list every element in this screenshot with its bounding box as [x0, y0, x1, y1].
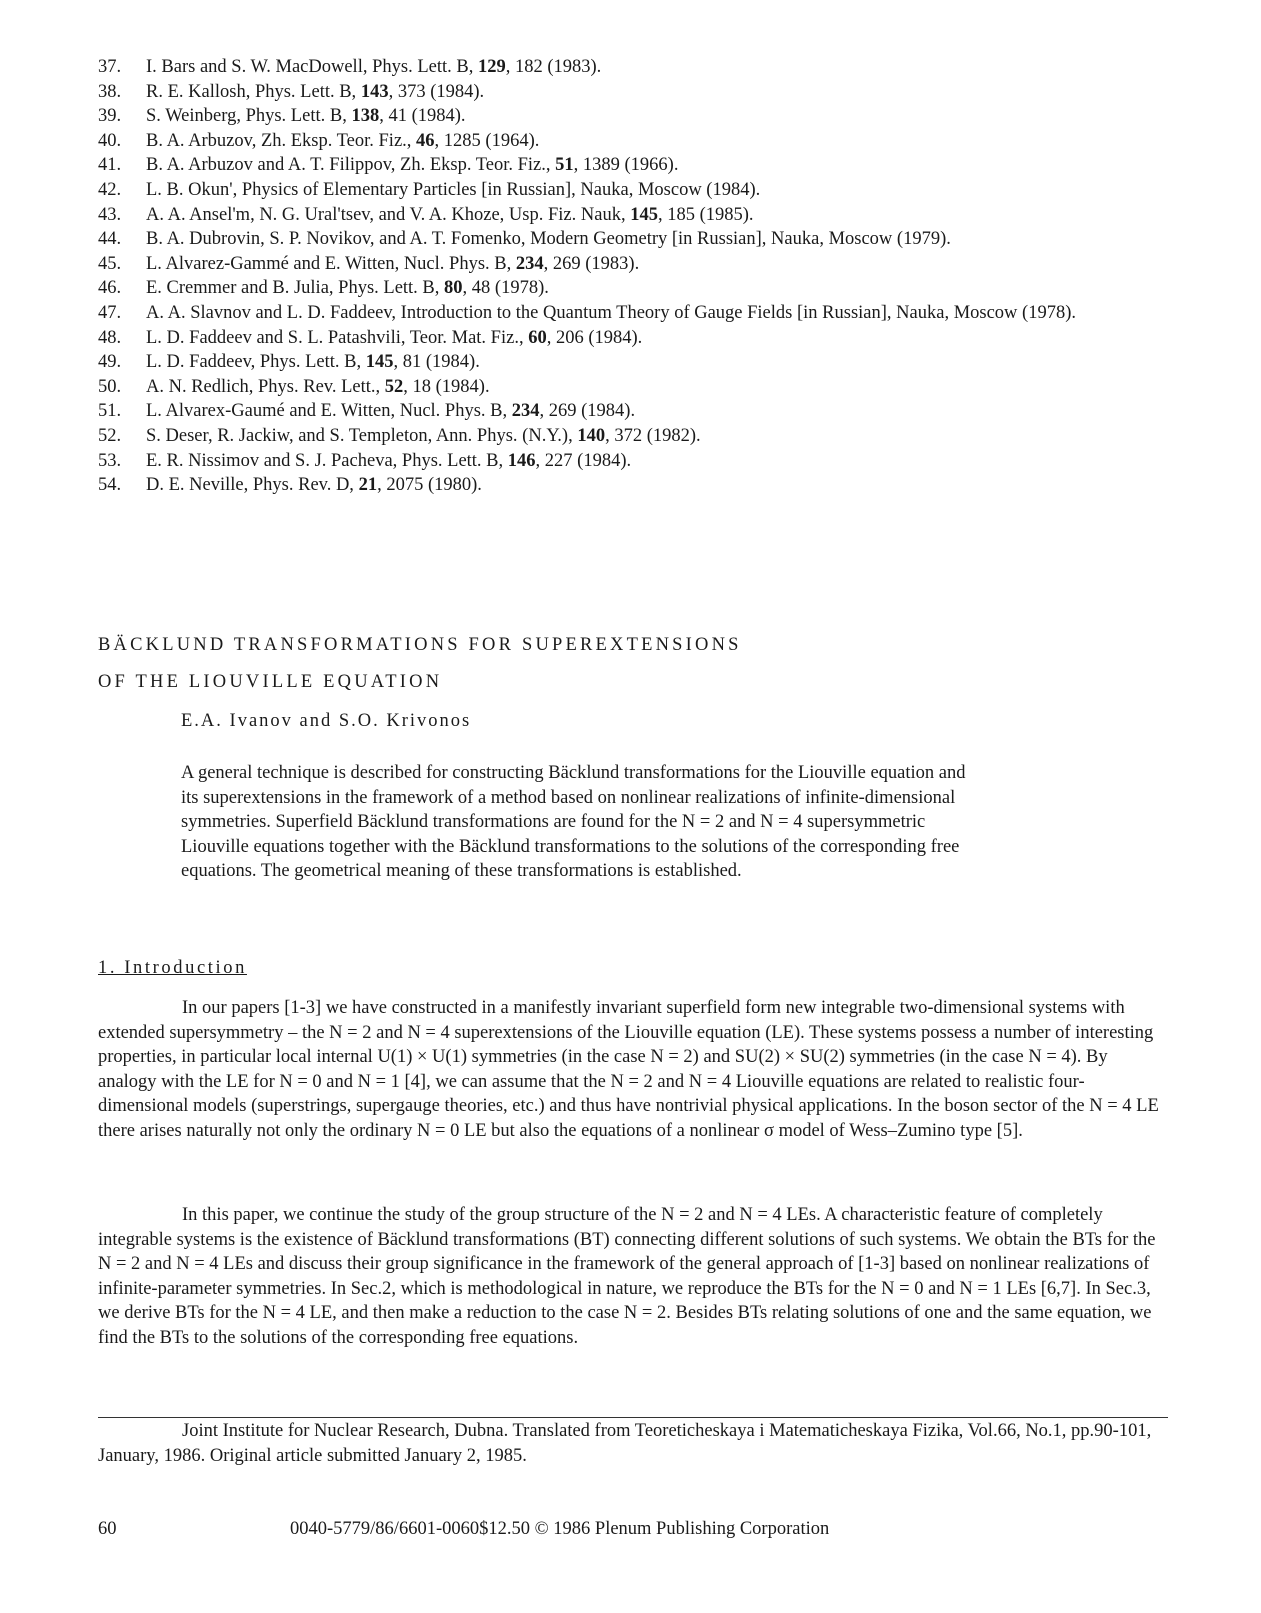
reference-pages-year: , 185 (1985). — [657, 204, 754, 225]
reference-number: 54. — [98, 475, 122, 496]
reference-volume: 129 — [477, 57, 506, 77]
reference-item — [98, 473, 1168, 498]
reference-pages-year: , 1285 (1964). — [434, 130, 540, 151]
reference-pages-year: , 48 (1978). — [462, 278, 549, 299]
reference-item — [98, 153, 1168, 178]
reference-pages-year: , 182 (1983). — [505, 57, 602, 77]
reference-pages-year: , 2075 (1980). — [377, 475, 482, 496]
reference-volume: 145 — [365, 352, 394, 373]
reference-pages-year: , 81 (1984). — [393, 352, 480, 373]
reference-item — [98, 80, 1168, 105]
introduction-paragraph-1: In our papers [1-3] we have constructed in a manifestly invariant superfield form new integrable two-dimensional systems with extended supersymmetry – the N = 2 and N = 4 superextensions of the Liouville equation (LE). These systems possess a number of interesting properties, in particular local internal U(1) × U(1) symmetries (in the case N = 2) and SU(2) × SU(2) symmetries (in the case N = 4). By analogy with the LE for N = 0 and N = 1 [4], we can assume that the N = 2 and N = 4 Liouville equations are related to realistic four-dimensional models (superstrings, supergauge theories, etc.) and thus have nontrivial physical applications. In the boson sector of the N = 4 LE there arises naturally not only the ordinary N = 0 LE but also the equations of a nonlinear σ model of Wess–Zumino type [5]. — [98, 998, 1159, 1141]
reference-list — [98, 55, 1168, 498]
reference-number: 46. — [98, 278, 122, 299]
reference-pages-year: , 269 (1983). — [543, 253, 640, 274]
reference-text: B. A. Arbuzov and A. T. Filippov, Zh. Eksp. Teor. Fiz., — [146, 155, 556, 176]
reference-number: 48. — [98, 327, 122, 348]
reference-item — [98, 252, 1168, 277]
reference-item — [98, 424, 1168, 449]
reference-text: R. E. Kallosh, Phys. Lett. B, — [146, 81, 361, 102]
footnote: Joint Institute for Nuclear Research, Dubna. Translated from Teoreticheskaya i Matematicheskaya Fizika, Vol.66, No.1, pp.90-101, January, 1986. Original article submitted January 2, 1985. — [98, 1421, 1152, 1466]
reference-volume: 143 — [360, 81, 389, 102]
reference-volume: 51 — [555, 155, 574, 176]
page-number: 60 — [98, 1519, 117, 1539]
footnote-divider — [98, 1417, 1168, 1418]
reference-item — [98, 104, 1168, 129]
reference-text: E. R. Nissimov and S. J. Pacheva, Phys. Lett. B, — [146, 450, 508, 471]
reference-number: 38. — [98, 81, 122, 102]
reference-text: L. D. Faddeev, Phys. Lett. B, — [146, 352, 366, 373]
reference-item — [98, 227, 1168, 252]
reference-number: 42. — [98, 179, 122, 200]
reference-number: 49. — [98, 352, 122, 373]
reference-item — [98, 55, 1168, 80]
reference-number: 39. — [98, 106, 122, 127]
reference-text: L. B. Okun', Physics of Elementary Particles [in Russian], Nauka, Moscow (1984). — [146, 179, 761, 200]
reference-text: S. Deser, R. Jackiw, and S. Templeton, Ann. Phys. (N.Y.), — [146, 425, 578, 446]
reference-number: 47. — [98, 302, 122, 323]
publication-line: 0040-5779/86/6601-0060$12.50 © 1986 Plenum Publishing Corporation — [290, 1519, 830, 1539]
reference-text: E. Cremmer and B. Julia, Phys. Lett. B, — [146, 278, 445, 299]
reference-item — [98, 399, 1168, 424]
reference-volume: 80 — [444, 278, 463, 299]
reference-text: L. D. Faddeev and S. L. Patashvili, Teor. Mat. Fiz., — [146, 327, 529, 348]
article-abstract: A general technique is described for constructing Bäcklund transformations for the Liouville equation and its superextensions in the framework of a method based on nonlinear realizations of infinite-dimensional symmetries. Superfield Bäcklund transformations are found for the N = 2 and N = 4 supersymmetric Liouville equations together with the Bäcklund transformations to the solutions of the corresponding free equations. The geometrical meaning of these transformations is established. — [181, 763, 966, 882]
reference-item — [98, 276, 1168, 301]
reference-text: B. A. Dubrovin, S. P. Novikov, and A. T. Fomenko, Modern Geometry [in Russian], Nauka, Moscow (1979). — [146, 229, 951, 250]
article-authors: E.A. Ivanov and S.O. Krivonos — [181, 711, 472, 731]
reference-text: A. A. Ansel'm, N. G. Ural'tsev, and V. A. Khoze, Usp. Fiz. Nauk, — [146, 204, 631, 225]
reference-number: 41. — [98, 155, 122, 176]
reference-number: 44. — [98, 229, 122, 250]
reference-item — [98, 375, 1168, 400]
reference-volume: 21 — [358, 475, 378, 496]
reference-number: 43. — [98, 204, 122, 225]
reference-pages-year: , 227 (1984). — [535, 450, 632, 471]
reference-pages-year: , 18 (1984). — [403, 376, 490, 397]
reference-volume: 140 — [577, 425, 606, 446]
article-title-line-1: BÄCKLUND TRANSFORMATIONS FOR SUPEREXTENSIONS — [98, 635, 742, 655]
section-heading-introduction: 1. Introduction — [98, 958, 247, 978]
reference-number: 50. — [98, 376, 122, 397]
reference-number: 53. — [98, 450, 122, 471]
reference-item — [98, 203, 1168, 228]
reference-text: B. A. Arbuzov, Zh. Eksp. Teor. Fiz., — [146, 130, 417, 151]
reference-volume: 60 — [528, 327, 547, 348]
reference-text: A. N. Redlich, Phys. Rev. Lett., — [146, 376, 385, 397]
reference-number: 40. — [98, 130, 122, 151]
reference-number: 52. — [98, 425, 122, 446]
reference-item — [98, 301, 1168, 326]
reference-item — [98, 350, 1168, 375]
reference-volume: 46 — [416, 130, 435, 151]
reference-pages-year: , 1389 (1966). — [573, 155, 679, 176]
article-title-line-2: OF THE LIOUVILLE EQUATION — [98, 672, 443, 692]
reference-item — [98, 449, 1168, 474]
reference-pages-year: , 372 (1982). — [605, 425, 701, 446]
reference-volume: 52 — [384, 376, 404, 397]
reference-pages-year: , 206 (1984). — [546, 327, 643, 348]
reference-item — [98, 326, 1168, 351]
reference-text: I. Bars and S. W. MacDowell, Phys. Lett. B, — [146, 57, 478, 77]
reference-volume: 234 — [511, 401, 540, 422]
reference-pages-year: , 269 (1984). — [539, 401, 636, 422]
reference-volume: 145 — [630, 204, 658, 225]
reference-pages-year: , 41 (1984). — [379, 106, 466, 127]
reference-number: 37. — [98, 57, 122, 77]
reference-item — [98, 129, 1168, 154]
reference-pages-year: , 373 (1984). — [388, 81, 485, 102]
reference-text: L. Alvarex-Gaumé and E. Witten, Nucl. Phys. B, — [146, 401, 512, 422]
reference-volume: 234 — [515, 253, 544, 274]
reference-item — [98, 178, 1168, 203]
reference-number: 45. — [98, 253, 122, 274]
reference-volume: 146 — [507, 450, 536, 471]
reference-number: 51. — [98, 401, 122, 422]
introduction-paragraph-2: In this paper, we continue the study of the group structure of the N = 2 and N = 4 LEs. A characteristic feature of completely integrable systems is the existence of Bäcklund transformations (BT) connecting different solutions of such systems. We obtain the BTs for the N = 2 and N = 4 LEs and discuss their group significance in the framework of the general approach of [1-3] based on nonlinear realizations of infinite-parameter symmetries. In Sec.2, which is methodological in nature, we reproduce the BTs for the N = 0 and N = 1 LEs [6,7]. In Sec.3, we derive BTs for the N = 4 LE, and then make a reduction to the case N = 2. Besides BTs relating solutions of one and the same equation, we find the BTs to the solutions of the corresponding free equations. — [98, 1205, 1156, 1348]
reference-text: S. Weinberg, Phys. Lett. B, — [146, 106, 352, 127]
reference-text: D. E. Neville, Phys. Rev. D, — [146, 475, 359, 496]
reference-volume: 138 — [351, 106, 380, 127]
reference-text: A. A. Slavnov and L. D. Faddeev, Introduction to the Quantum Theory of Gauge Fields [in Russian], Nauka, Moscow (1978). — [146, 302, 1076, 323]
reference-text: L. Alvarez-Gammé and E. Witten, Nucl. Phys. B, — [146, 253, 516, 274]
